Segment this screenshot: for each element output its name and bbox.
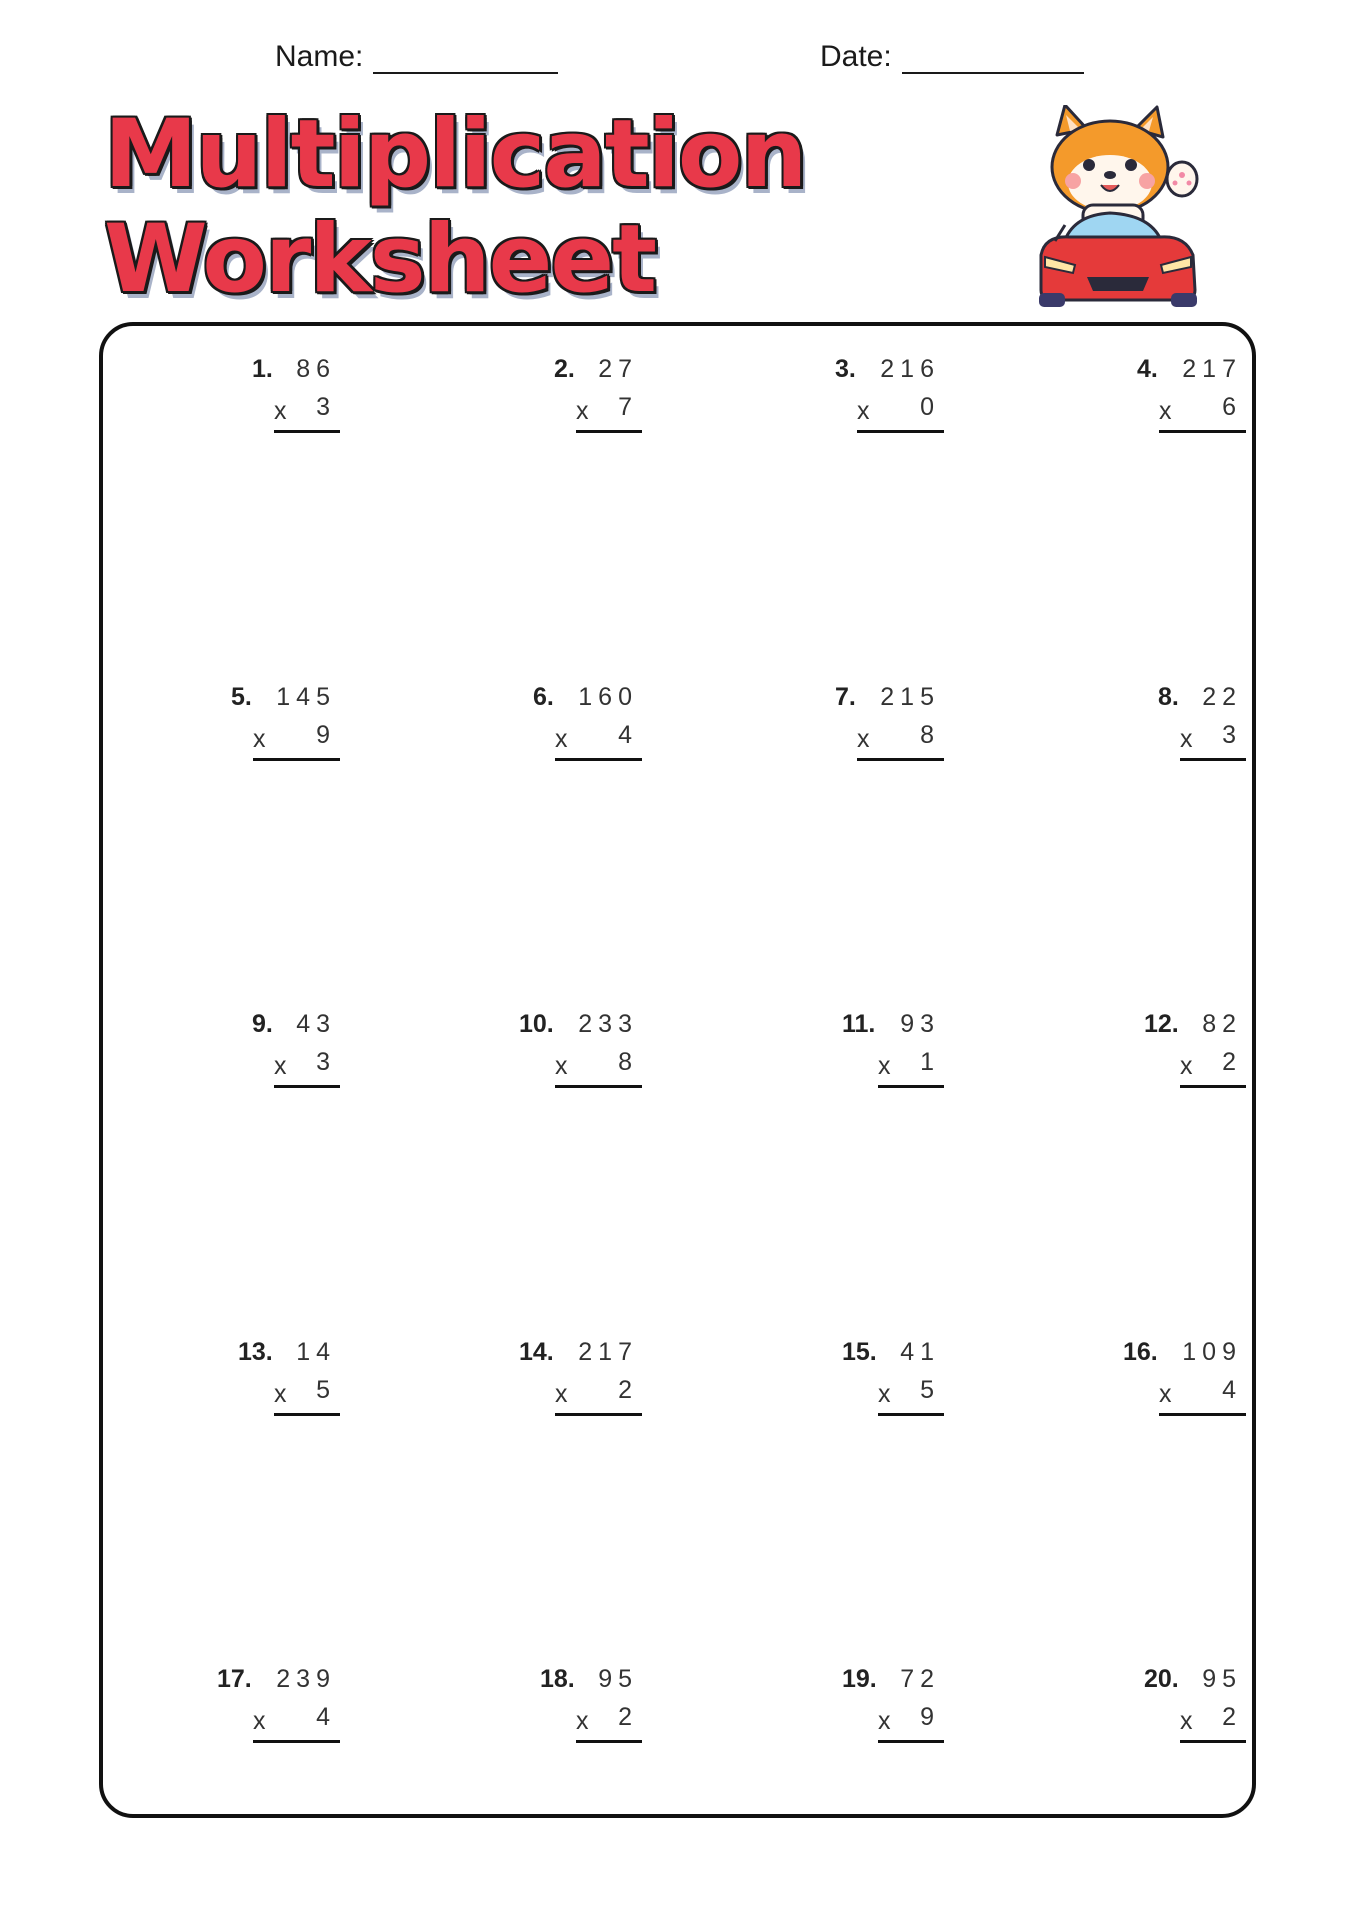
- multiply-sign: x: [878, 1707, 891, 1735]
- problem-number: 5.: [231, 683, 252, 711]
- answer-line[interactable]: [274, 430, 340, 433]
- answer-line[interactable]: [274, 1413, 340, 1416]
- worksheet-title-line-1: Multiplication: [104, 100, 806, 209]
- problem-number: 18.: [540, 1665, 575, 1693]
- multiplicand: 233: [578, 1010, 638, 1038]
- answer-line[interactable]: [555, 758, 642, 761]
- multiplicand: 217: [1182, 355, 1242, 383]
- multiplicand: 27: [598, 355, 638, 383]
- date-field[interactable]: [820, 40, 1084, 74]
- problem-13: [148, 1338, 348, 1418]
- multiplicand: 95: [1202, 1665, 1242, 1693]
- problem-4: [1054, 355, 1254, 435]
- multiplicand: 216: [880, 355, 940, 383]
- problem-1: [148, 355, 348, 435]
- problem-number: 14.: [519, 1338, 554, 1366]
- multiply-sign: x: [274, 1380, 287, 1408]
- problem-number: 20.: [1144, 1665, 1179, 1693]
- multiplicand: 14: [296, 1338, 336, 1366]
- multiply-sign: x: [555, 1052, 568, 1080]
- multiplier: 4: [1222, 1376, 1242, 1404]
- multiplicand: 217: [578, 1338, 638, 1366]
- answer-line[interactable]: [576, 430, 642, 433]
- answer-line[interactable]: [878, 1413, 944, 1416]
- multiplier: 2: [618, 1376, 638, 1404]
- multiplier: 6: [1222, 393, 1242, 421]
- problem-10: [450, 1010, 650, 1090]
- multiply-sign: x: [878, 1052, 891, 1080]
- multiply-sign: x: [253, 725, 266, 753]
- multiplicand: 86: [296, 355, 336, 383]
- multiplier: 2: [1222, 1703, 1242, 1731]
- answer-line[interactable]: [555, 1413, 642, 1416]
- shiba-dog-in-red-car-icon: [1035, 105, 1215, 310]
- problem-number: 8.: [1158, 683, 1179, 711]
- multiplier: 5: [316, 1376, 336, 1404]
- problem-18: [450, 1665, 650, 1745]
- multiplier: 2: [618, 1703, 638, 1731]
- multiply-sign: x: [878, 1380, 891, 1408]
- name-blank-line[interactable]: [373, 42, 558, 74]
- multiply-sign: x: [1180, 1052, 1193, 1080]
- answer-line[interactable]: [857, 430, 944, 433]
- multiply-sign: x: [274, 1052, 287, 1080]
- multiplicand: 93: [900, 1010, 940, 1038]
- multiplier: 3: [316, 393, 336, 421]
- problem-number: 3.: [835, 355, 856, 383]
- answer-line[interactable]: [1159, 1413, 1246, 1416]
- multiply-sign: x: [1159, 397, 1172, 425]
- multiply-sign: x: [253, 1707, 266, 1735]
- problem-12: [1054, 1010, 1254, 1090]
- problem-number: 17.: [217, 1665, 252, 1693]
- answer-line[interactable]: [253, 758, 340, 761]
- answer-line[interactable]: [555, 1085, 642, 1088]
- multiplicand: 95: [598, 1665, 638, 1693]
- multiplier: 0: [920, 393, 940, 421]
- answer-line[interactable]: [1180, 1740, 1246, 1743]
- multiplier: 3: [316, 1048, 336, 1076]
- answer-line[interactable]: [1180, 1085, 1246, 1088]
- date-label: Date:: [820, 40, 892, 73]
- multiplier: 7: [618, 393, 638, 421]
- worksheet-title-line-2: Worksheet: [104, 205, 656, 314]
- multiplier: 8: [920, 721, 940, 749]
- multiplier: 1: [920, 1048, 940, 1076]
- date-blank-line[interactable]: [902, 42, 1084, 74]
- problem-number: 4.: [1137, 355, 1158, 383]
- problem-8: [1054, 683, 1254, 763]
- name-field[interactable]: [275, 40, 558, 74]
- multiply-sign: x: [555, 725, 568, 753]
- multiplicand: 215: [880, 683, 940, 711]
- problem-number: 7.: [835, 683, 856, 711]
- problem-number: 1.: [252, 355, 273, 383]
- name-label: Name:: [275, 40, 364, 73]
- problem-7: [752, 683, 952, 763]
- multiplier: 2: [1222, 1048, 1242, 1076]
- problem-number: 11.: [842, 1010, 876, 1038]
- multiplicand: 72: [900, 1665, 940, 1693]
- multiplier: 4: [316, 1703, 336, 1731]
- multiply-sign: x: [576, 397, 589, 425]
- problem-3: [752, 355, 952, 435]
- problem-number: 13.: [238, 1338, 273, 1366]
- answer-line[interactable]: [857, 758, 944, 761]
- problem-number: 12.: [1144, 1010, 1179, 1038]
- problem-number: 19.: [842, 1665, 877, 1693]
- multiplicand: 22: [1202, 683, 1242, 711]
- multiply-sign: x: [274, 397, 287, 425]
- problem-15: [752, 1338, 952, 1418]
- problem-5: [148, 683, 348, 763]
- answer-line[interactable]: [253, 1740, 340, 1743]
- problem-11: [752, 1010, 952, 1090]
- multiply-sign: x: [1180, 725, 1193, 753]
- multiplicand: 160: [578, 683, 638, 711]
- multiplier: 4: [618, 721, 638, 749]
- problem-17: [148, 1665, 348, 1745]
- answer-line[interactable]: [878, 1085, 944, 1088]
- answer-line[interactable]: [274, 1085, 340, 1088]
- answer-line[interactable]: [1180, 758, 1246, 761]
- problem-9: [148, 1010, 348, 1090]
- multiply-sign: x: [857, 725, 870, 753]
- problem-number: 2.: [554, 355, 575, 383]
- problem-number: 9.: [252, 1010, 273, 1038]
- multiplicand: 43: [296, 1010, 336, 1038]
- problem-6: [450, 683, 650, 763]
- multiply-sign: x: [555, 1380, 568, 1408]
- multiply-sign: x: [576, 1707, 589, 1735]
- multiplier: 9: [316, 721, 336, 749]
- problem-number: 16.: [1123, 1338, 1158, 1366]
- multiplicand: 145: [276, 683, 336, 711]
- problem-2: [450, 355, 650, 435]
- multiplicand: 109: [1182, 1338, 1242, 1366]
- answer-line[interactable]: [1159, 430, 1246, 433]
- multiplicand: 239: [276, 1665, 336, 1693]
- problem-20: [1054, 1665, 1254, 1745]
- problem-number: 15.: [842, 1338, 877, 1366]
- problem-19: [752, 1665, 952, 1745]
- multiplier: 5: [920, 1376, 940, 1404]
- multiplier: 3: [1222, 721, 1242, 749]
- problem-number: 10.: [519, 1010, 554, 1038]
- answer-line[interactable]: [878, 1740, 944, 1743]
- multiply-sign: x: [1159, 1380, 1172, 1408]
- problem-number: 6.: [533, 683, 554, 711]
- problem-14: [450, 1338, 650, 1418]
- multiply-sign: x: [857, 397, 870, 425]
- multiplier: 8: [618, 1048, 638, 1076]
- answer-line[interactable]: [576, 1740, 642, 1743]
- problem-16: [1054, 1338, 1254, 1418]
- multiply-sign: x: [1180, 1707, 1193, 1735]
- multiplicand: 82: [1202, 1010, 1242, 1038]
- multiplicand: 41: [900, 1338, 940, 1366]
- multiplier: 9: [920, 1703, 940, 1731]
